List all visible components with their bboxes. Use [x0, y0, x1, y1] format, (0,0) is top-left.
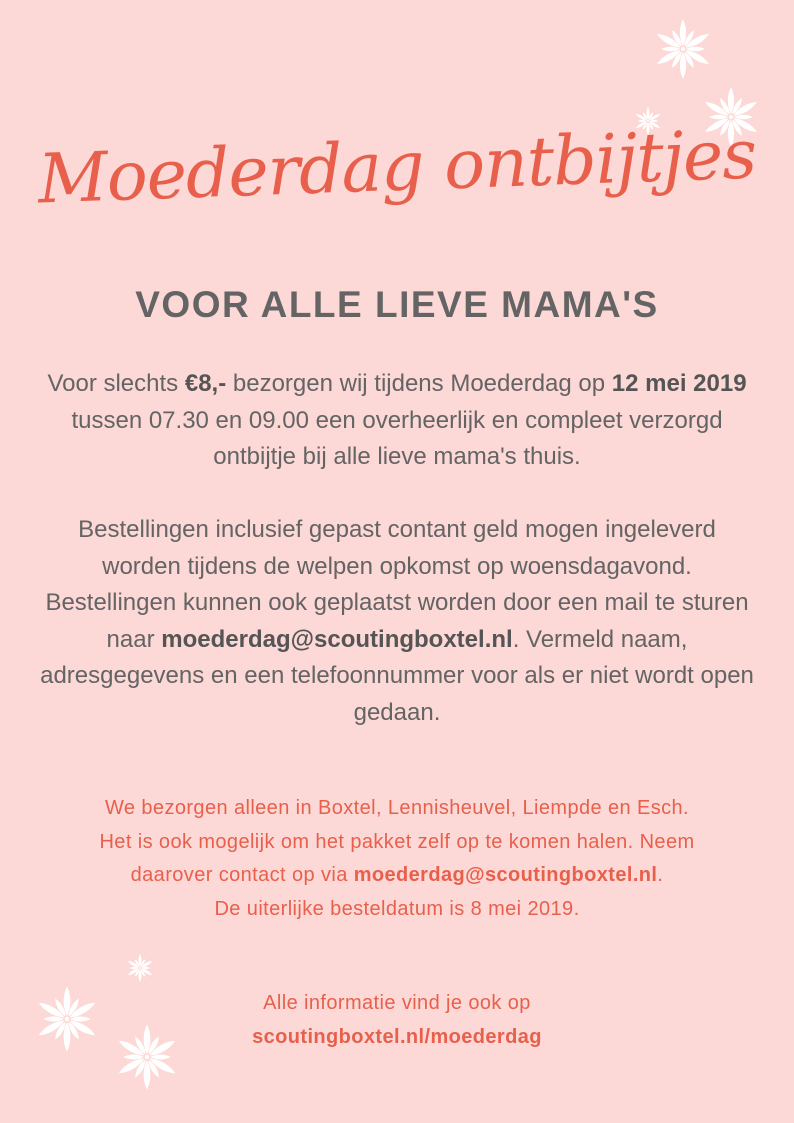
- page-title: Moederdag ontbijtjes: [36, 115, 758, 220]
- deadline-text: De uiterlijke besteldatum is 8 mei 2019.: [214, 897, 580, 920]
- delivery-paragraph: We bezorgen alleen in Boxtel, Lennisheuvel, Liempde en Esch. Het is ook mogelijk om het pakket zelf op te komen halen. Neem daarover contact op via moederdag@scoutingboxtel.nl. De uiterlijke besteldatum is 8 mei 2019.: [99, 797, 695, 920]
- orders-paragraph: Bestellingen inclusief gepast contant geld mogen ingeleverd worden tijdens de welpen opkomst op woensdagavond. Bestellingen kunnen ook geplaatst worden door een mail te sturen naar moederdag@scoutingboxtel.nl. Vermeld naam, adresgegevens en een telefoonnummer voor als er niet wordt open gedaan.: [40, 516, 754, 726]
- email-link[interactable]: moederdag@scoutingboxtel.nl: [353, 864, 658, 886]
- subtitle: VOOR ALLE LIEVE MAMA'S: [135, 284, 659, 325]
- email-link[interactable]: moederdag@scoutingboxtel.nl: [161, 625, 513, 653]
- website-link[interactable]: scoutingboxtel.nl/moederdag: [252, 1025, 542, 1048]
- intro-paragraph: Voor slechts €8,- bezorgen wij tijdens Moederdag op 12 mei 2019 tussen 07.30 en 09.00 een overheerlijk en compleet verzorgd ontbijtje bij alle lieve mama's thuis.: [47, 370, 747, 470]
- info-paragraph: Alle informatie vind je ook op scoutingboxtel.nl/moederdag: [252, 992, 542, 1048]
- delivery-date: 12 mei 2019: [611, 370, 747, 397]
- daisy-icon: [124, 952, 156, 984]
- daisy-icon: [649, 15, 717, 83]
- price: €8,-: [184, 370, 227, 397]
